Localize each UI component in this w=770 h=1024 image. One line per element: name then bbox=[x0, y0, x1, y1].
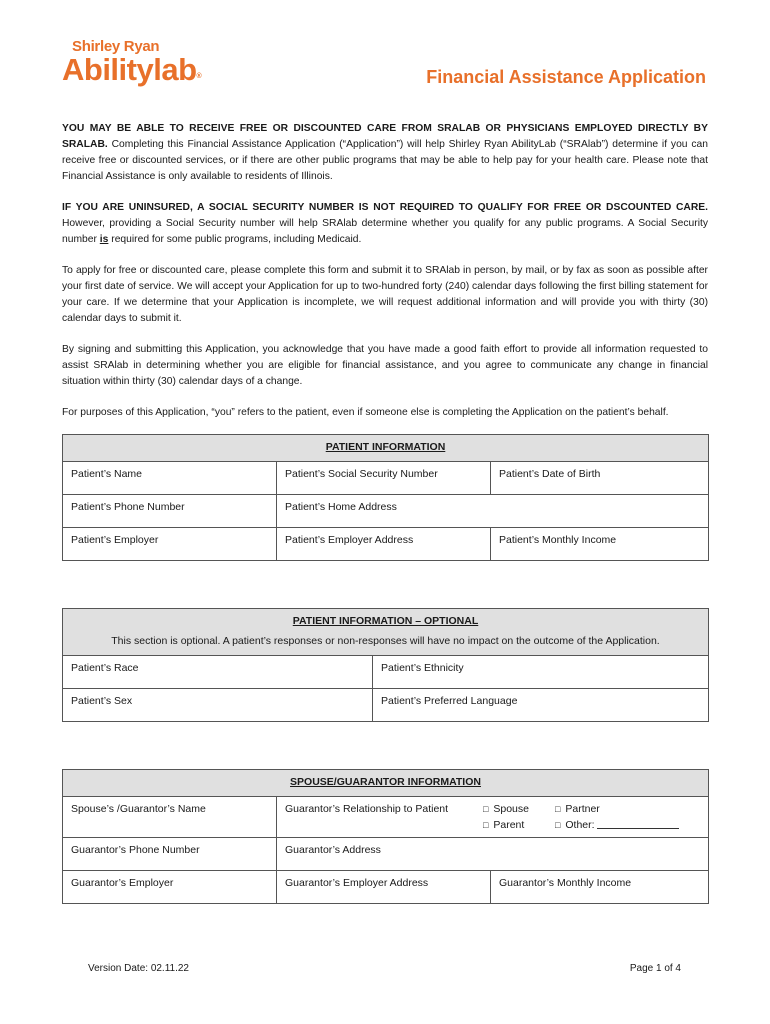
patient-monthly-income-field[interactable]: Patient’s Monthly Income bbox=[491, 528, 709, 561]
document-title: Financial Assistance Application bbox=[426, 67, 706, 87]
parent-checkbox[interactable]: □ Parent bbox=[483, 819, 525, 831]
checkbox-icon: □ bbox=[555, 804, 561, 814]
patient-information-table bbox=[62, 434, 709, 561]
guarantor-monthly-income-field[interactable]: Guarantor’s Monthly Income bbox=[491, 871, 709, 904]
patient-address-field[interactable]: Patient’s Home Address bbox=[277, 495, 709, 528]
patient-race-field[interactable]: Patient’s Race bbox=[63, 656, 373, 689]
document-body bbox=[62, 121, 708, 904]
patient-employer-address-field[interactable]: Patient’s Employer Address bbox=[277, 528, 491, 561]
patient-employer-field[interactable]: Patient’s Employer bbox=[63, 528, 277, 561]
guarantor-employer-field[interactable]: Guarantor’s Employer bbox=[63, 871, 277, 904]
patient-dob-field[interactable]: Patient’s Date of Birth bbox=[491, 462, 709, 495]
guarantor-phone-field[interactable]: Guarantor’s Phone Number bbox=[63, 838, 277, 871]
patient-sex-field[interactable]: Patient’s Sex bbox=[63, 689, 373, 722]
intro-paragraph-5: For purposes of this Application, “you” refers to the patient, even if someone else is completing the Application on the patient’s behalf. bbox=[62, 407, 669, 418]
optional-information-heading: PATIENT INFORMATION – OPTIONAL This section is optional. A patient’s responses or non-responses will have no impact on the outcome of the Application. bbox=[63, 609, 709, 656]
patient-name-field[interactable]: Patient’s Name bbox=[63, 462, 277, 495]
partner-checkbox[interactable]: □ Partner bbox=[555, 803, 600, 815]
patient-ssn-field[interactable]: Patient’s Social Security Number bbox=[277, 462, 491, 495]
other-input-line[interactable] bbox=[597, 818, 679, 829]
section-gap bbox=[62, 722, 708, 769]
version-date: Version Date: 02.11.22 bbox=[88, 963, 189, 974]
optional-information-table bbox=[62, 608, 709, 722]
guarantor-information-table bbox=[62, 769, 709, 904]
guarantor-relationship-label: Guarantor’s Relationship to Patient bbox=[285, 803, 449, 815]
guarantor-address-field[interactable]: Guarantor’s Address bbox=[277, 838, 709, 871]
intro-paragraph-1: YOU MAY BE ABLE TO RECEIVE FREE OR DISCOUNTED CARE FROM SRALAB OR PHYSICIANS EMPLOYED DIRECTLY BY SRALAB. Completing this Financial Assistance Application (“Application”) will help Shirley Ryan AbilityLab (“SRAlab”) determine if you can receive free or discounted services, or if there are other public programs that may be able to help pay for your health care. Please note that Financial Assistance is only available to residents of Illinois. bbox=[62, 123, 708, 182]
spouse-checkbox[interactable]: □ Spouse bbox=[483, 803, 529, 815]
section-gap bbox=[62, 561, 708, 608]
registered-mark: ® bbox=[196, 73, 202, 80]
checkbox-icon: □ bbox=[555, 820, 561, 830]
logo-line1: Shirley Ryan bbox=[72, 38, 160, 55]
guarantor-information-heading: SPOUSE/GUARANTOR INFORMATION bbox=[63, 770, 709, 797]
guarantor-name-field[interactable]: Spouse’s /Guarantor’s Name bbox=[63, 797, 277, 838]
patient-ethnicity-field[interactable]: Patient’s Ethnicity bbox=[373, 656, 709, 689]
intro-paragraph-2: IF YOU ARE UNINSURED, A SOCIAL SECURITY NUMBER IS NOT REQUIRED TO QUALIFY FOR FREE OR DSCOUNTED CARE. However, providing a Social Security number will help SRAlab determine whether you qualify for any public programs. A Social Security number is required for some public programs, including Medicaid. bbox=[62, 202, 708, 245]
optional-note: This section is optional. A patient’s responses or non-responses will have no impact on the outcome of the Application. bbox=[111, 635, 660, 647]
patient-language-field[interactable]: Patient’s Preferred Language bbox=[373, 689, 709, 722]
page-number: Page 1 of 4 bbox=[629, 963, 681, 974]
patient-phone-field[interactable]: Patient’s Phone Number bbox=[63, 495, 277, 528]
patient-information-heading: PATIENT INFORMATION bbox=[63, 435, 709, 462]
guarantor-relationship-field bbox=[277, 797, 709, 838]
shirley-ryan-abilitylab-logo bbox=[62, 38, 201, 92]
intro-paragraph-4: By signing and submitting this Application, you acknowledge that you have made a good faith effort to provide all information requested to assist SRAlab in determining whether you are eligible for financial assistance, and you agree to communicate any change in financial situation within thirty (30) calendar days of a change. bbox=[62, 344, 708, 387]
intro-paragraph-3: To apply for free or discounted care, please complete this form and submit it to SRAlab in person, by mail, or by fax as soon as possible after your first date of service. We will accept your Application for up to two-hundred forty (240) calendar days following the first billing statement for your care. If we determine that your Application is incomplete, we will request additional information and will provide you with thirty (30) calendar days to submit it. bbox=[62, 265, 708, 324]
checkbox-icon: □ bbox=[483, 820, 489, 830]
checkbox-icon: □ bbox=[483, 804, 489, 814]
logo-line2: Abilitylab® bbox=[62, 52, 202, 87]
other-checkbox[interactable]: □ Other: bbox=[555, 817, 679, 833]
guarantor-employer-address-field[interactable]: Guarantor’s Employer Address bbox=[277, 871, 491, 904]
